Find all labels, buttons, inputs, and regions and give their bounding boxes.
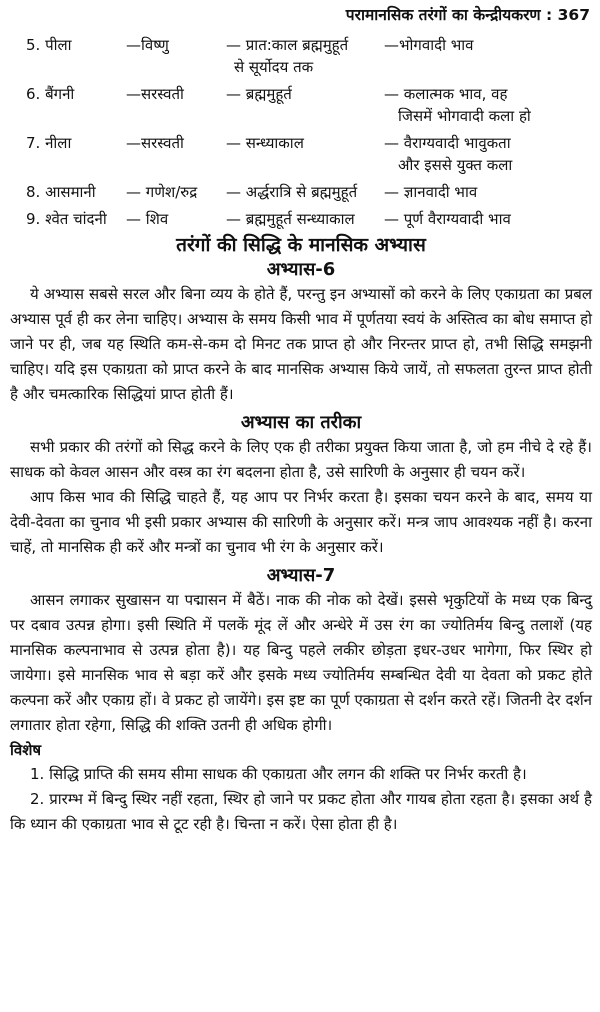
color-table-row <box>26 176 600 203</box>
color-name: आसमानी <box>45 183 96 201</box>
color-name: नीला <box>45 134 72 152</box>
deity-cell <box>126 56 226 78</box>
abhyas7-paragraph: आसन लगाकर सुखासन या पद्मासन में बैठें। नाक की नोक को देखें। इससे भृकुटियों के मध्य एक बिन्दु पर दबाव उत्पन्न होगा। इसी स्थिति में पलकें मूंद लें और अन्धेरे में उस रंग का ज्योतिर्मय बिन्दु तलाशें (यह मानसिक कल्पनाभाव से उत्पन्न होता है)। यह बिन्दु पहले लकीर छोड़ता इधर-उधर भागेगा, फिर स्थिर हो जायेगा। इसे मानसिक भाव से बड़ा करें और इसके मध्य ज्योतिर्मय सम्बन्धित देवी या देवता को प्रकट होते कल्पना करें और एकाग्र हों। वे प्रकट हो जायेंगे। इस इष्ट का पूर्ण एकाग्रता से दर्शन करते रहें। जितनी देर दर्शन लगातार होता रहेगा, सिद्धि की शक्ति उतनी ही अधिक होगी। <box>10 591 592 734</box>
color-name: श्वेत चांदनी <box>45 210 107 228</box>
time-cell: — प्रात:काल ब्रह्ममुहूर्त <box>226 36 349 54</box>
special-point-2: 2. प्रारम्भ में बिन्दु स्थिर नहीं रहता, स्थिर हो जाने पर प्रकट होता और गायब होता रहता है। इसका अर्थ है कि ध्यान की एकाग्रता भाव से टूट रही है। चिन्ता न करें। ऐसा होता ही है। <box>10 790 592 833</box>
color-table-row <box>26 203 600 230</box>
bhava-cell <box>384 56 600 78</box>
row-number: 5. <box>26 36 41 54</box>
color-table-row <box>26 154 600 176</box>
color-table-row <box>26 105 600 127</box>
time-cell: — अर्द्धरात्रि से ब्रह्ममुहूर्त <box>226 183 358 201</box>
time-cell: — ब्रह्ममुहूर्त सन्ध्याकाल <box>226 210 355 228</box>
color-table-row <box>26 34 600 56</box>
color-name-cell <box>26 34 126 56</box>
bhava-cell: और इससे युक्त कला <box>398 156 513 174</box>
row-number: 8. <box>26 183 41 201</box>
bhava-cell: — कलात्मक भाव, वह <box>384 85 508 103</box>
color-name-cell <box>26 127 126 154</box>
deity-cell: —सरस्वती <box>126 134 184 152</box>
bhava-cell: जिसमें भोगवादी कला हो <box>398 107 531 125</box>
deity-cell: —विष्णु <box>126 36 169 54</box>
time-cell <box>226 154 384 176</box>
special-point-1: 1. सिद्धि प्राप्ति की समय सीमा साधक की एकाग्रता और लगन की शक्ति पर निर्भर करती है। <box>30 765 527 783</box>
bhava-cell: — ज्ञानवादी भाव <box>384 183 478 201</box>
method-heading: अभ्यास का तरीका <box>240 412 362 433</box>
method-paragraph-1: सभी प्रकार की तरंगों को सिद्ध करने के लिए एक ही तरीका प्रयुक्त किया जाता है, जो हम नीचे दे रहे हैं। साधक को केवल आसन और वस्त्र का रंग बदलना होता है, उसे सारिणी के अनुसार ही चयन करें। <box>10 438 592 481</box>
deity-cell: — शिव <box>126 210 169 228</box>
deity-cell: — गणेश/रुद्र <box>126 183 198 201</box>
abhyas7-heading: अभ्यास-7 <box>266 565 336 586</box>
color-name-cell <box>26 78 126 105</box>
running-head: परामानसिक तरंगों का केन्द्रीयकरण : 367 <box>345 6 590 24</box>
bhava-cell: — वैराग्यवादी भावुकता <box>384 134 511 152</box>
time-cell: — ब्रह्ममुहूर्त <box>226 85 292 103</box>
color-table-row <box>26 78 600 105</box>
deity-cell <box>126 154 226 176</box>
special-label: विशेष <box>10 741 42 759</box>
time-cell <box>226 105 384 127</box>
bhava-cell: —भोगवादी भाव <box>384 36 474 54</box>
row-number: 6. <box>26 85 41 103</box>
section-title: तरंगों की सिद्धि के मानसिक अभ्यास <box>176 234 426 256</box>
abhyas6-heading: अभ्यास-6 <box>266 259 336 280</box>
color-name: बैंगनी <box>45 85 75 103</box>
color-name-cell <box>26 203 126 230</box>
method-paragraph-2: आप किस भाव की सिद्धि चाहते हैं, यह आप पर निर्भर करता है। इसका चयन करने के बाद, समय या देवी-देवता का चुनाव भी इसी प्रकार अभ्यास की सारिणी के अनुसार करें। मन्त्र जाप आवश्यक नहीं है। करना चाहें, तो मानसिक ही करें और मन्त्रों का चुनाव भी रंग के अनुसार करें। <box>10 488 592 556</box>
color-name-cell <box>26 105 126 127</box>
color-table <box>26 34 600 230</box>
deity-cell: —सरस्वती <box>126 85 184 103</box>
row-number: 7. <box>26 134 41 152</box>
color-name-cell <box>26 56 126 78</box>
row-number: 9. <box>26 210 41 228</box>
abhyas6-paragraph: ये अभ्यास सबसे सरल और बिना व्यय के होते हैं, परन्तु इन अभ्यासों को करने के लिए एकाग्रता का प्रबल अभ्यास पूर्व ही कर लेना चाहिए। अभ्यास के समय किसी भाव में पूर्णतया स्वयं के अस्तित्व का बोध समाप्त हो जाने पर ही, जब यह स्थिति कम-से-कम दो मिनट तक प्राप्त हो और निरन्तर प्राप्त हो, तभी सिद्धि समझनी चाहिए। यदि इस एकाग्रता को प्राप्त करने के बाद मानसिक अभ्यास किये जायें, तो सफलता तुरन्त प्राप्त होती है और चमत्कारिक सिद्धियां प्राप्त होती हैं। <box>10 285 592 403</box>
color-table-row <box>26 56 600 78</box>
color-name-cell <box>26 176 126 203</box>
deity-cell <box>126 105 226 127</box>
color-name-cell <box>26 154 126 176</box>
time-cell: — सन्ध्याकाल <box>226 134 304 152</box>
bhava-cell: — पूर्ण वैराग्यवादी भाव <box>384 210 511 228</box>
color-table-row <box>26 127 600 154</box>
color-name: पीला <box>45 36 72 54</box>
time-cell: से सूर्योदय तक <box>234 58 314 76</box>
